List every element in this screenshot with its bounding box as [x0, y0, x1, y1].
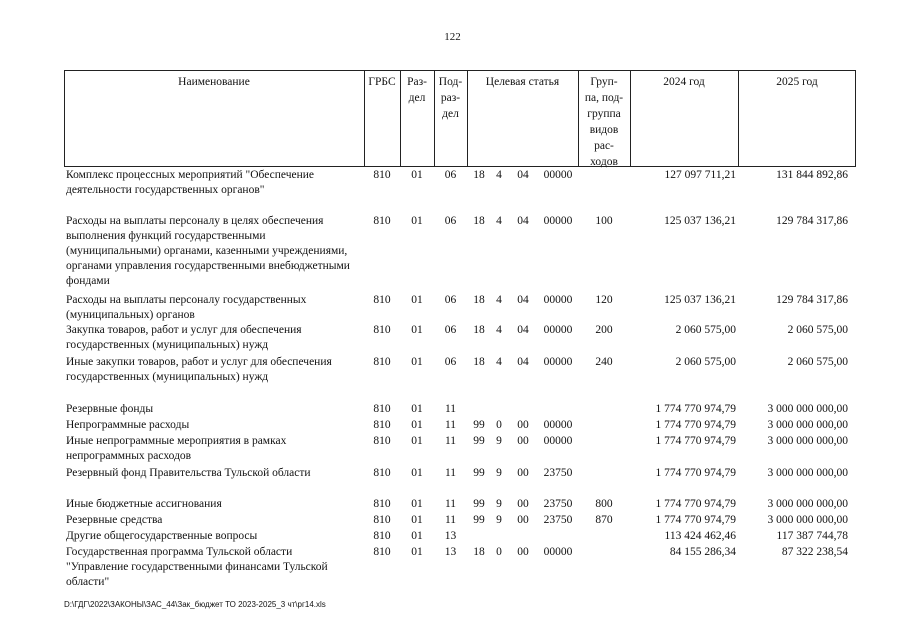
- cell-podrazdel: 06: [444, 356, 457, 368]
- cell-razdel: 01: [411, 356, 423, 368]
- cell-razdel: 01: [411, 419, 423, 431]
- cell-target-structure: 04: [517, 294, 529, 306]
- cell-target-type: 0: [496, 546, 502, 558]
- cell-podrazdel: 06: [444, 294, 457, 306]
- cell-target-program: 99: [473, 467, 485, 479]
- cell-target-program: 99: [473, 419, 485, 431]
- cell-expense-group: 200: [595, 324, 613, 336]
- cell-target-direction: 23750: [543, 514, 573, 526]
- cell-target-direction: 23750: [543, 498, 573, 510]
- cell-razdel: 01: [411, 435, 423, 447]
- cell-grbs: 810: [373, 514, 391, 526]
- cell-name: Непрограммные расходы: [66, 419, 190, 431]
- cell-grbs: 810: [373, 498, 391, 510]
- cell-target-direction: 00000: [543, 169, 573, 181]
- cell-amount-2024: 2 060 575,00: [675, 324, 736, 336]
- cell-podrazdel: 11: [444, 514, 457, 526]
- cell-target-type: 9: [496, 498, 502, 510]
- cell-amount-2025: 3 000 000 000,00: [767, 467, 848, 479]
- cell-amount-2025: 3 000 000 000,00: [767, 514, 848, 526]
- cell-podrazdel: 11: [444, 467, 457, 479]
- cell-target-structure: 00: [517, 435, 529, 447]
- cell-name: Иные закупки товаров, работ и услуг для обеспечения государственных (муниципальных) нужд: [66, 356, 332, 383]
- cell-expense-group: 120: [595, 294, 613, 306]
- cell-target-direction: 00000: [543, 419, 573, 431]
- cell-target-structure: 04: [517, 215, 529, 227]
- cell-target-type: 4: [496, 356, 502, 368]
- cell-target-program: 18: [473, 215, 485, 227]
- cell-amount-2024: 1 774 770 974,79: [655, 467, 736, 479]
- cell-expense-group: 800: [595, 498, 613, 510]
- cell-podrazdel: 11: [444, 435, 457, 447]
- file-path-footer: D:\ГДГ\2022\ЗАКОНЫ\ЗАС_44\Зак_бюджет ТО 2023-2025_3 чт\рг14.xls: [64, 600, 326, 609]
- cell-razdel: 01: [411, 169, 423, 181]
- cell-target-type: 9: [496, 435, 502, 447]
- cell-amount-2024: 1 774 770 974,79: [655, 419, 736, 431]
- cell-amount-2025: 131 844 892,86: [776, 169, 848, 181]
- cell-target-program: 99: [473, 514, 485, 526]
- cell-name: Резервные фонды: [66, 403, 154, 415]
- cell-amount-2025: 117 387 744,78: [776, 530, 848, 542]
- cell-amount-2025: 3 000 000 000,00: [767, 435, 848, 447]
- cell-target-type: 4: [496, 294, 502, 306]
- cell-razdel: 01: [411, 324, 423, 336]
- cell-amount-2025: 2 060 575,00: [787, 356, 848, 368]
- cell-target-structure: 00: [517, 514, 529, 526]
- cell-razdel: 01: [411, 498, 423, 510]
- cell-amount-2025: 3 000 000 000,00: [767, 403, 848, 415]
- cell-amount-2024: 1 774 770 974,79: [655, 403, 736, 415]
- cell-target-program: 99: [473, 498, 485, 510]
- cell-razdel: 01: [411, 530, 423, 542]
- cell-razdel: 01: [411, 403, 423, 415]
- cell-amount-2024: 125 037 136,21: [664, 215, 736, 227]
- cell-target-program: 99: [473, 435, 485, 447]
- cell-target-structure: 04: [517, 356, 529, 368]
- cell-name: Расходы на выплаты персоналу государственных (муниципальных) органов: [66, 294, 307, 321]
- cell-target-direction: 00000: [543, 324, 573, 336]
- cell-podrazdel: 13: [444, 530, 457, 542]
- cell-target-direction: 00000: [543, 546, 573, 558]
- cell-target-direction: 00000: [543, 215, 573, 227]
- cell-amount-2025: 2 060 575,00: [787, 324, 848, 336]
- cell-amount-2024: 1 774 770 974,79: [655, 498, 736, 510]
- cell-name: Расходы на выплаты персоналу в целях обеспечения выполнения функций государственными (муниципальными) органами, казенными учреждениями, органами управления государственными внебюджетными фондами: [66, 215, 350, 287]
- cell-amount-2025: 129 784 317,86: [776, 215, 848, 227]
- cell-grbs: 810: [373, 356, 391, 368]
- cell-amount-2025: 3 000 000 000,00: [767, 498, 848, 510]
- cell-name: Закупка товаров, работ и услуг для обеспечения государственных (муниципальных) нужд: [66, 324, 302, 351]
- cell-grbs: 810: [373, 467, 391, 479]
- cell-name: Государственная программа Тульской области "Управление государственными финансами Тульской области": [66, 546, 328, 588]
- header-2025: 2025 год: [776, 76, 818, 88]
- cell-podrazdel: 06: [444, 169, 457, 181]
- cell-grbs: 810: [373, 215, 391, 227]
- cell-target-type: 9: [496, 514, 502, 526]
- cell-grbs: 810: [373, 324, 391, 336]
- cell-name: Иные бюджетные ассигнования: [66, 498, 222, 510]
- cell-target-program: 18: [473, 356, 485, 368]
- cell-amount-2024: 84 155 286,34: [669, 546, 736, 558]
- cell-target-structure: 00: [517, 546, 529, 558]
- cell-podrazdel: 11: [444, 419, 457, 431]
- cell-amount-2024: 1 774 770 974,79: [655, 435, 736, 447]
- cell-name: Резервный фонд Правительства Тульской области: [66, 467, 311, 479]
- cell-expense-group: 870: [595, 514, 613, 526]
- cell-razdel: 01: [411, 294, 423, 306]
- cell-podrazdel: 06: [444, 215, 457, 227]
- cell-razdel: 01: [411, 467, 423, 479]
- cell-grbs: 810: [373, 294, 391, 306]
- cell-razdel: 01: [411, 514, 423, 526]
- header-group: Груп- па, под- группа видов рас- ходов: [584, 76, 624, 168]
- cell-amount-2024: 2 060 575,00: [675, 356, 736, 368]
- header-grbs: ГРБС: [368, 76, 396, 88]
- cell-target-type: 0: [496, 419, 502, 431]
- cell-amount-2024: 1 774 770 974,79: [655, 514, 736, 526]
- cell-name: Комплекс процессных мероприятий "Обеспечение деятельности государственных органов": [66, 169, 315, 196]
- cell-target-structure: 04: [517, 169, 529, 181]
- cell-target-direction: 23750: [543, 467, 573, 479]
- cell-grbs: 810: [373, 530, 391, 542]
- cell-razdel: 01: [411, 546, 423, 558]
- header-target: Целевая статья: [485, 76, 560, 88]
- cell-target-program: 18: [473, 546, 485, 558]
- cell-target-type: 4: [496, 169, 502, 181]
- cell-amount-2025: 129 784 317,86: [776, 294, 848, 306]
- cell-target-program: 18: [473, 294, 485, 306]
- cell-target-program: 18: [473, 169, 485, 181]
- cell-target-type: 9: [496, 467, 502, 479]
- cell-amount-2024: 125 037 136,21: [664, 294, 736, 306]
- cell-target-structure: 04: [517, 324, 529, 336]
- cell-grbs: 810: [373, 403, 391, 415]
- cell-grbs: 810: [373, 169, 391, 181]
- cell-podrazdel: 11: [444, 498, 457, 510]
- cell-podrazdel: 11: [444, 403, 457, 415]
- cell-amount-2025: 87 322 238,54: [781, 546, 848, 558]
- cell-expense-group: 100: [595, 215, 613, 227]
- header-2024: 2024 год: [663, 76, 705, 88]
- cell-amount-2025: 3 000 000 000,00: [767, 419, 848, 431]
- cell-target-structure: 00: [517, 467, 529, 479]
- cell-grbs: 810: [373, 546, 391, 558]
- cell-podrazdel: 13: [444, 546, 457, 558]
- header-razdel: Раз- дел: [407, 76, 427, 104]
- cell-target-direction: 00000: [543, 435, 573, 447]
- cell-target-direction: 00000: [543, 356, 573, 368]
- cell-name: Другие общегосударственные вопросы: [66, 530, 258, 542]
- cell-target-program: 18: [473, 324, 485, 336]
- cell-podrazdel: 06: [444, 324, 457, 336]
- cell-expense-group: 240: [595, 356, 613, 368]
- cell-target-direction: 00000: [543, 294, 573, 306]
- cell-razdel: 01: [411, 215, 423, 227]
- header-podrazdel: Под- раз- дел: [438, 76, 463, 120]
- cell-amount-2024: 127 097 711,21: [664, 169, 736, 181]
- page-number: 122: [444, 31, 461, 43]
- cell-target-structure: 00: [517, 498, 529, 510]
- cell-amount-2024: 113 424 462,46: [664, 530, 736, 542]
- cell-target-type: 4: [496, 215, 502, 227]
- cell-target-structure: 00: [517, 419, 529, 431]
- cell-target-type: 4: [496, 324, 502, 336]
- header-name: Наименование: [178, 76, 250, 88]
- cell-name: Иные непрограммные мероприятия в рамках непрограммных расходов: [66, 435, 287, 462]
- cell-grbs: 810: [373, 419, 391, 431]
- cell-name: Резервные средства: [66, 514, 163, 526]
- cell-grbs: 810: [373, 435, 391, 447]
